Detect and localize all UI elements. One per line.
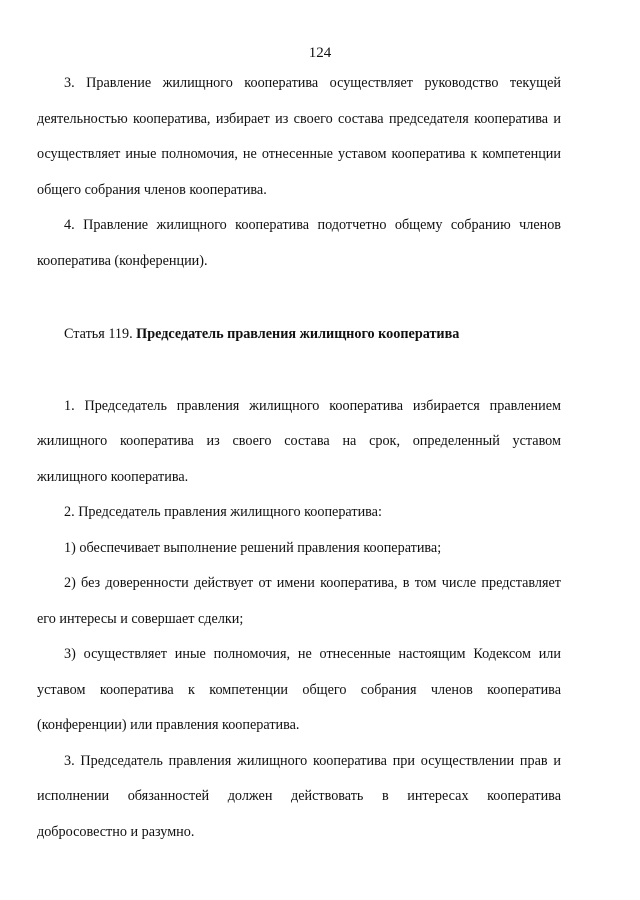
- spacer: [37, 279, 561, 317]
- document-body: [37, 66, 561, 850]
- paragraph-3-chair-good-faith: 3. Председатель правления жилищного кооператива при осуществлении прав и исполнении обязанностей должен действовать в интересах кооператива добросовестно и разумно.: [37, 752, 561, 840]
- article-title: Председатель правления жилищного кооператива: [136, 326, 460, 342]
- spacer: [37, 353, 561, 389]
- article-heading: [37, 317, 561, 353]
- page-number: 124: [308, 45, 332, 61]
- paragraph-3-board-duties: 3. Правление жилищного кооператива осуществляет руководство текущей деятельностью кооператива, избирает из своего состава председателя кооператива и осуществляет иные полномочия, не отнесенные уставом кооператива к компетенции общего собрания членов кооператива.: [37, 75, 561, 198]
- paragraph-2-chair-intro: 2. Председатель правления жилищного кооператива:: [64, 504, 382, 520]
- paragraph-4-board-accountability: 4. Правление жилищного кооператива подотчетно общему собранию членов кооператива (конференции).: [37, 217, 561, 269]
- subitem-3-other-powers: 3) осуществляет иные полномочия, не отнесенные настоящим Кодексом или уставом кооператива к компетенции общего собрания членов кооператива (конференции) или правления кооператива.: [37, 646, 561, 733]
- subitem-1-execution: 1) обеспечивает выполнение решений правления кооператива;: [64, 539, 442, 556]
- subitem-2-representation: 2) без доверенности действует от имени кооператива, в том числе представляет его интересы и совершает сделки;: [37, 575, 561, 627]
- paragraph-1-chair-election: 1. Председатель правления жилищного кооператива избирается правлением жилищного кооператива из своего состава на срок, определенный уставом жилищного кооператива.: [37, 397, 561, 485]
- article-number: Статья 119.: [64, 326, 137, 342]
